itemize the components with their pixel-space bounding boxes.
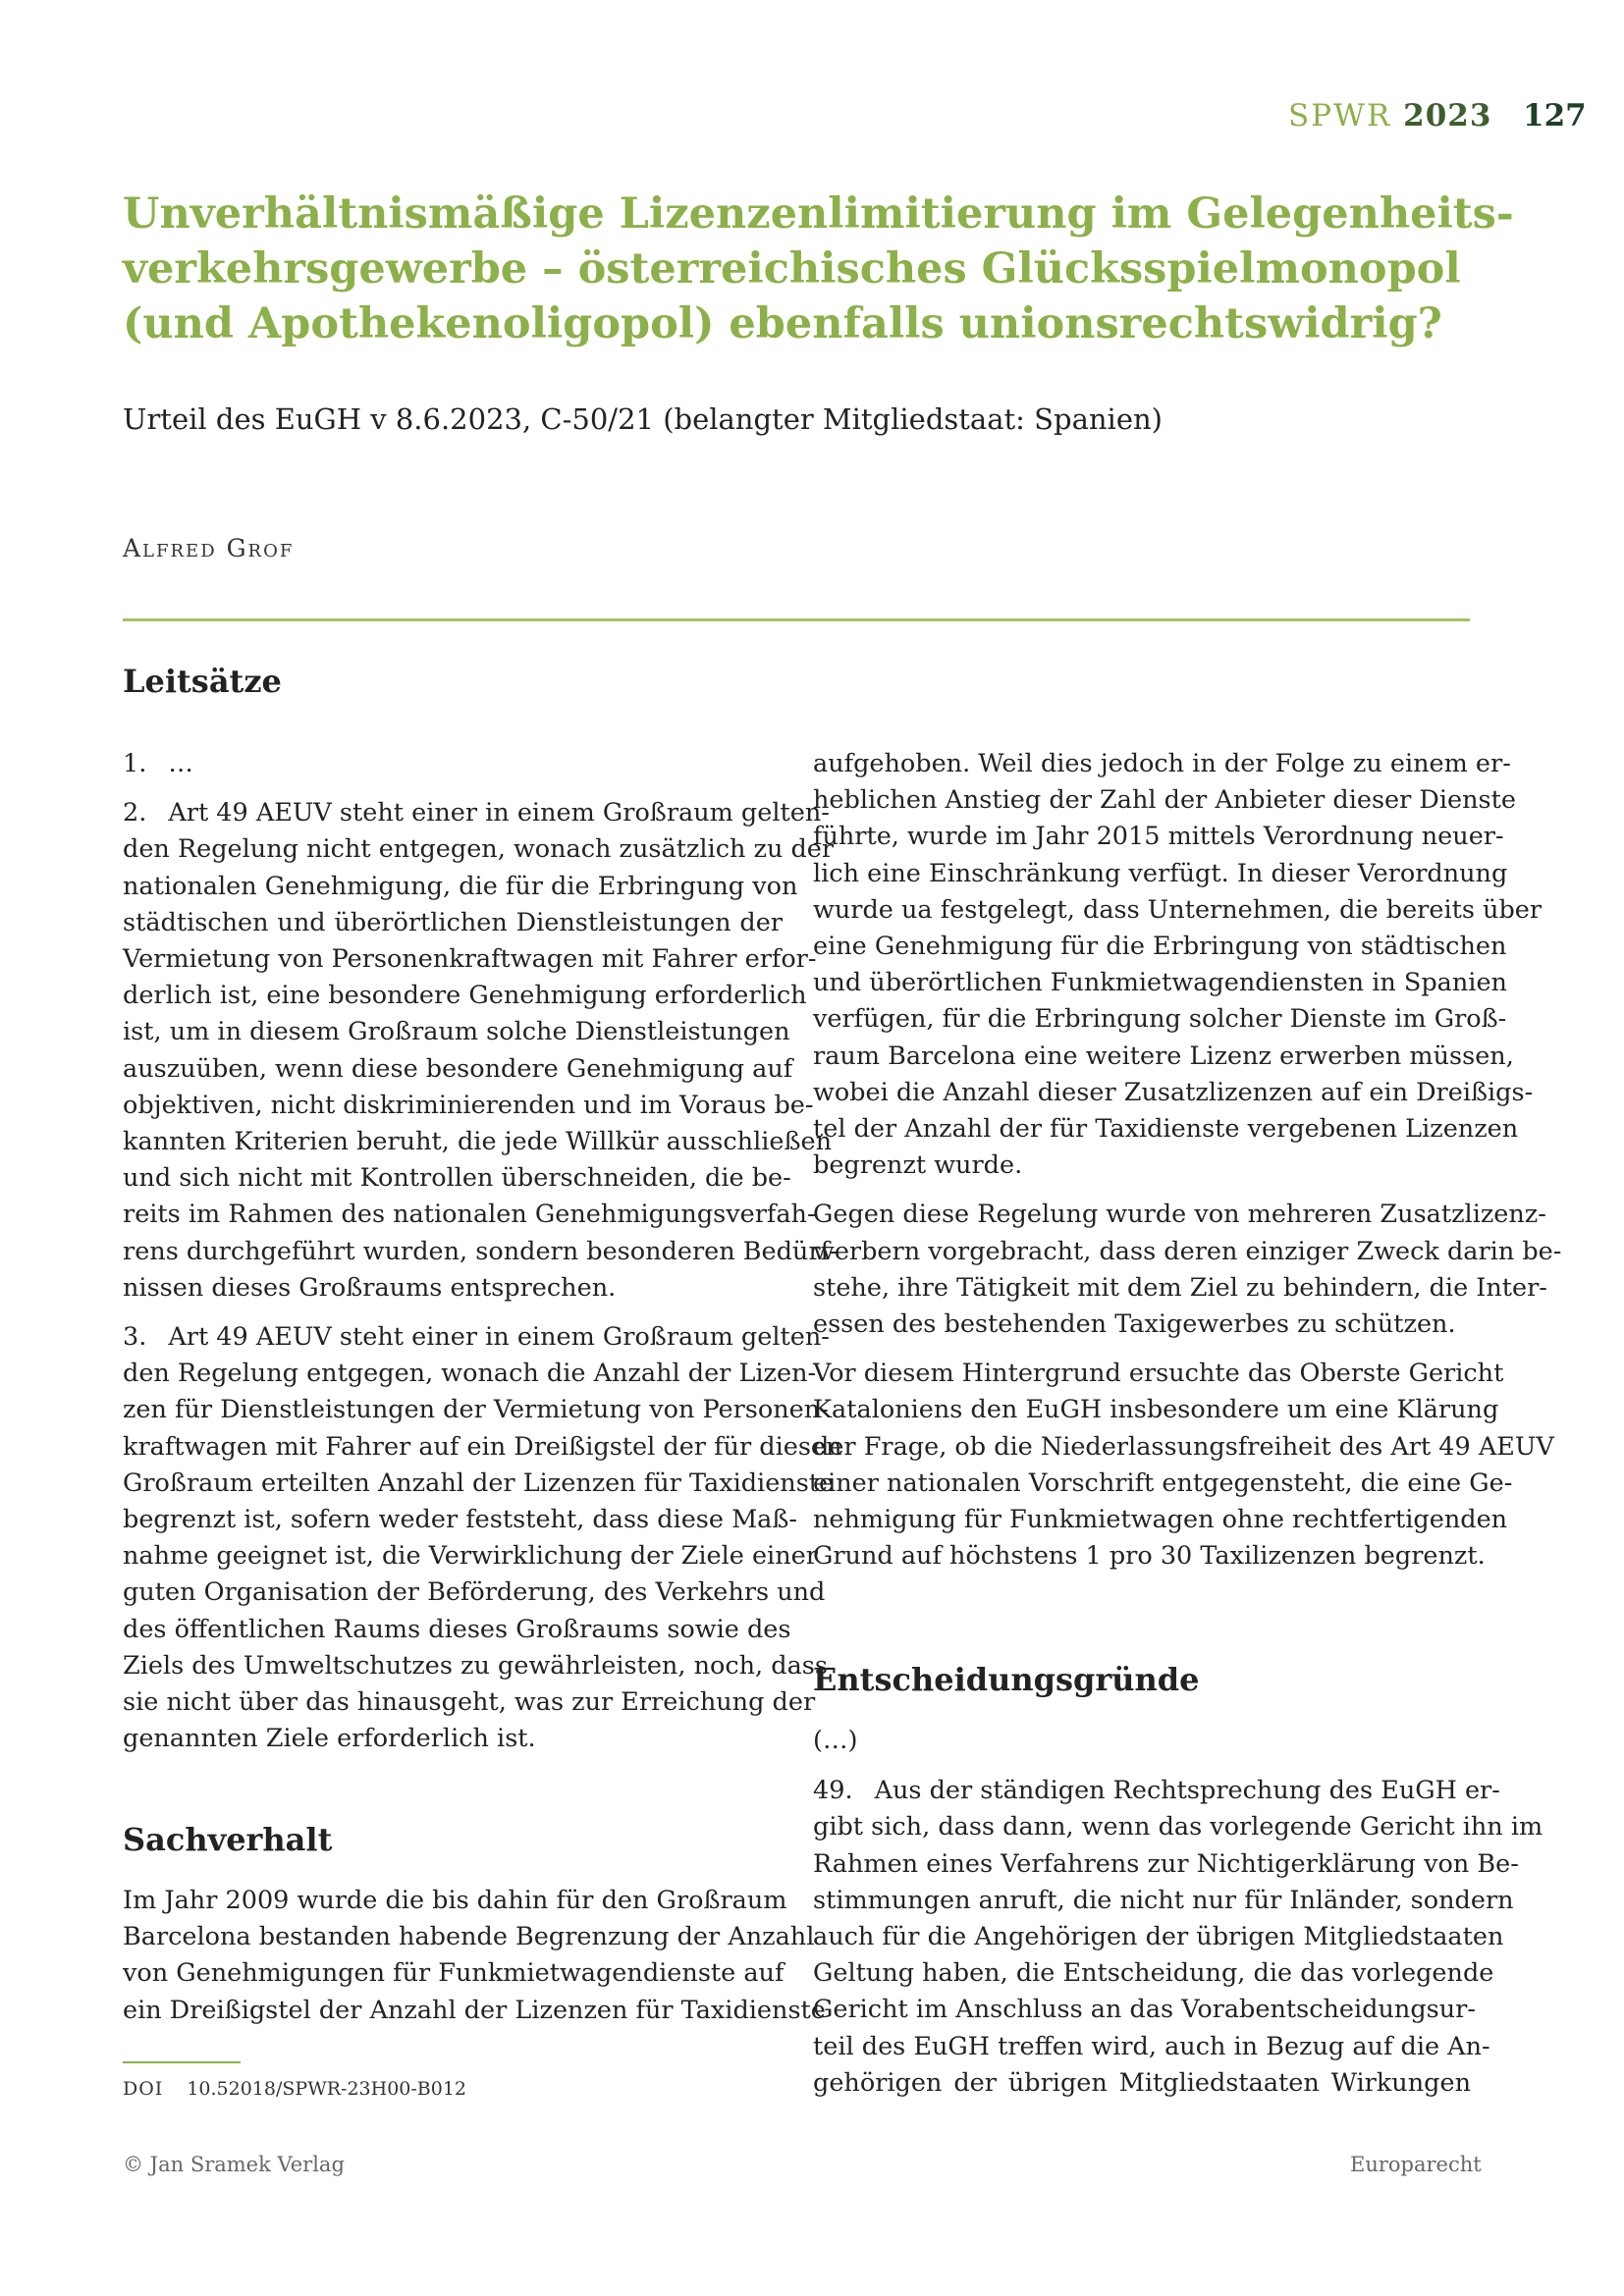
text-line: Kataloniens den EuGH insbesondere um eine Klärung xyxy=(813,1395,1499,1425)
page-number: 127 xyxy=(1523,98,1587,133)
text-line: heblichen Anstieg der Zahl der Anbieter dieser Dienste xyxy=(813,785,1516,816)
text-line: zen für Dienstleistungen der Vermietung von Personen- xyxy=(123,1395,829,1425)
paragraph xyxy=(813,746,1543,1184)
text-line: Vor diesem Hintergrund ersuchte das Oberste Gericht xyxy=(813,1359,1504,1389)
text-line: stehe, ihre Tätigkeit mit dem Ziel zu behindern, die Inter- xyxy=(813,1272,1547,1303)
publisher-footer: © Jan Sramek Verlag xyxy=(123,2153,345,2176)
ellipsis: (…) xyxy=(813,1726,858,1755)
text-line: nahme geeignet ist, die Verwirklichung der Ziele einer xyxy=(123,1541,818,1572)
right-column xyxy=(813,746,1562,1587)
paragraph xyxy=(813,1356,1554,1575)
text-line: und sich nicht mit Kontrollen überschneiden, die be- xyxy=(123,1163,791,1194)
text-line: Ziels des Umweltschutzes zu gewährleisten, noch, dass xyxy=(123,1650,828,1681)
author-name: Alfred Grof xyxy=(123,534,295,562)
text-line: raum Barcelona eine weitere Lizenz erwerben müssen, xyxy=(813,1041,1514,1071)
text-line: nehmigung für Funkmietwagen ohne rechtfertigenden xyxy=(813,1505,1508,1535)
text-line: auch für die Angehörigen der übrigen Mitgliedstaaten xyxy=(813,1922,1504,1952)
left-column xyxy=(123,746,842,1770)
text-line: begrenzt ist, sofern weder feststeht, dass diese Maß- xyxy=(123,1505,798,1535)
text-line: teil des EuGH treffen wird, auch in Bezug auf die An- xyxy=(813,2031,1490,2061)
text-line: wobei die Anzahl dieser Zusatzlizenzen auf ein Dreißigs- xyxy=(813,1077,1534,1107)
text-line: essen des bestehenden Taxigewerbes zu schützen. xyxy=(813,1309,1456,1340)
journal-year: 2023 xyxy=(1403,98,1492,133)
text-line: werbern vorgebracht, dass deren einziger Zweck darin be- xyxy=(813,1236,1562,1266)
text-line: der Frage, ob die Niederlassungsfreiheit des Art 49 AEUV xyxy=(813,1431,1554,1462)
text-line: Art 49 AEUV steht einer in einem Großraum gelten- xyxy=(168,798,830,828)
article-title xyxy=(123,187,1514,351)
paragraph-49 xyxy=(813,1773,1543,2102)
section-heading: Leitsätze xyxy=(123,663,282,700)
text-line: gibt sich, dass dann, wenn das vorlegende Gericht ihn im xyxy=(813,1812,1543,1842)
text-line: Geltung haben, die Entscheidung, die das vorlegende xyxy=(813,1958,1494,1989)
text-line: nissen dieses Großraums entsprechen. xyxy=(123,1272,617,1303)
doi-footnote xyxy=(123,2078,466,2100)
text-line: nationalen Genehmigung, die für die Erbringung von xyxy=(123,871,798,901)
text-line: objektiven, nicht diskriminierenden und im Voraus be- xyxy=(123,1090,814,1120)
leitsatz-1 xyxy=(123,746,783,782)
text-line: gehörigen der übrigen Mitgliedstaaten Wirkungen xyxy=(813,2067,1471,2098)
sachverhalt-text xyxy=(123,1883,826,2042)
text-line: und überörtlichen Funkmietwagendiensten in Spanien xyxy=(813,968,1507,998)
text-line: Im Jahr 2009 wurde die bis dahin für den Großraum xyxy=(123,1886,787,1915)
text-line: auszuüben, wenn diese besondere Genehmigung auf xyxy=(123,1053,793,1084)
section-footer: Europarecht xyxy=(1350,2153,1482,2176)
text-line: verfügen, für die Erbringung solcher Dienste im Groß- xyxy=(813,1004,1507,1035)
text-line: Aus der ständigen Rechtsprechung des EuGH er- xyxy=(874,1776,1500,1806)
title-line: verkehrsgewerbe – österreichisches Glücksspielmonopol xyxy=(123,244,1461,294)
section-heading: Entscheidungsgründe xyxy=(813,1661,1200,1698)
text-line: des öffentlichen Raums dieses Großraums sowie des xyxy=(123,1614,791,1644)
text-line: stimmungen anruft, die nicht nur für Inländer, sondern xyxy=(813,1885,1514,1915)
section-heading: Sachverhalt xyxy=(123,1821,333,1858)
text-line: lich eine Einschränkung verfügt. In dieser Verordnung xyxy=(813,858,1508,888)
title-line: (und Apothekenoligopol) ebenfalls unionsrechtswidrig? xyxy=(123,299,1442,348)
paragraph-number: 49. xyxy=(813,1776,853,1806)
text-line: eine Genehmigung für die Erbringung von städtischen xyxy=(813,932,1507,962)
text-line: kannten Kriterien beruht, die jede Willkür ausschließen xyxy=(123,1127,833,1157)
text-line: guten Organisation der Beförderung, des Verkehrs und xyxy=(123,1577,826,1608)
text-line: kraftwagen mit Fahrer auf ein Dreißigstel der für diesen xyxy=(123,1431,842,1462)
text-line: städtischen und überörtlichen Dienstleistungen der xyxy=(123,907,783,937)
text-line: ein Dreißigstel der Anzahl der Lizenzen für Taxidienste xyxy=(123,1995,826,2025)
text-line: Barcelona bestanden habende Begrenzung der Anzahl xyxy=(123,1922,815,1952)
paragraph xyxy=(813,1197,1562,1343)
text-line: Grund auf höchstens 1 pro 30 Taxilizenzen begrenzt. xyxy=(813,1541,1486,1572)
article-subtitle: Urteil des EuGH v 8.6.2023, C-50/21 (belangter Mitgliedstaat: Spanien) xyxy=(123,402,1163,436)
entscheidung-text xyxy=(813,1723,1543,2114)
leitsatz-number: 2. xyxy=(123,798,147,828)
text-line: ist, um in diesem Großraum solche Dienstleistungen xyxy=(123,1017,790,1047)
text-line: Gegen diese Regelung wurde von mehreren Zusatzlizenz- xyxy=(813,1200,1546,1230)
text-line: tel der Anzahl der für Taxidienste vergebenen Lizenzen xyxy=(813,1114,1519,1145)
text-line: genannten Ziele erforderlich ist. xyxy=(123,1724,536,1754)
text-line: Rahmen eines Verfahrens zur Nichtigerklärung von Be- xyxy=(813,1848,1519,1879)
title-line: Unverhältnismäßige Lizenzenlimitierung im Gelegenheits- xyxy=(123,189,1514,239)
leitsatz-2 xyxy=(123,795,838,1307)
footnote-divider xyxy=(123,2061,241,2063)
heading-entscheidungsgruende xyxy=(813,1661,1200,1698)
text-line: sie nicht über das hinausgeht, was zur Erreichung der xyxy=(123,1687,816,1718)
text-line: aufgehoben. Weil dies jedoch in der Folge zu einem er- xyxy=(813,749,1511,778)
text-line: den Regelung nicht entgegen, wonach zusätzlich zu der xyxy=(123,834,835,865)
heading-leitsaetze xyxy=(123,663,783,700)
text-line: derlich ist, eine besondere Genehmigung erforderlich xyxy=(123,981,807,1011)
section-divider xyxy=(123,618,1470,621)
text-line: von Genehmigungen für Funkmietwagendienste auf xyxy=(123,1958,785,1989)
leitsatz-number: 3. xyxy=(123,1322,147,1353)
text-line: den Regelung entgegen, wonach die Anzahl der Lizen- xyxy=(123,1359,817,1389)
journal-name: SPWR 2023 xyxy=(1288,98,1492,133)
text-line: Vermietung von Personenkraftwagen mit Fahrer erfor- xyxy=(123,944,817,975)
leitsatz-3 xyxy=(123,1319,842,1757)
text-line: reits im Rahmen des nationalen Genehmigungsverfah- xyxy=(123,1200,816,1230)
text-line: einer nationalen Vorschrift entgegensteht, die eine Ge- xyxy=(813,1468,1513,1498)
text-line: wurde ua festgelegt, dass Unternehmen, die bereits über xyxy=(813,894,1543,925)
text-line: führte, wurde im Jahr 2015 mittels Verordnung neuer- xyxy=(813,822,1504,852)
text-line: Gericht im Anschluss an das Vorabentscheidungsur- xyxy=(813,1995,1476,2025)
doi-label: DOI xyxy=(123,2078,164,2100)
text-line: begrenzt wurde. xyxy=(813,1150,1023,1181)
text-line: rens durchgeführt wurden, sondern besonderen Bedürf- xyxy=(123,1236,838,1266)
leitsatz-text: … xyxy=(168,749,193,778)
heading-sachverhalt xyxy=(123,1821,332,1858)
text-line: Großraum erteilten Anzahl der Lizenzen für Taxidienste xyxy=(123,1468,835,1498)
text-line: Art 49 AEUV steht einer in einem Großraum gelten- xyxy=(168,1322,830,1353)
leitsatz-number: 1. xyxy=(123,749,147,778)
paragraph xyxy=(123,1883,826,2029)
doi-value: 10.52018/SPWR-23H00-B012 xyxy=(187,2078,467,2100)
